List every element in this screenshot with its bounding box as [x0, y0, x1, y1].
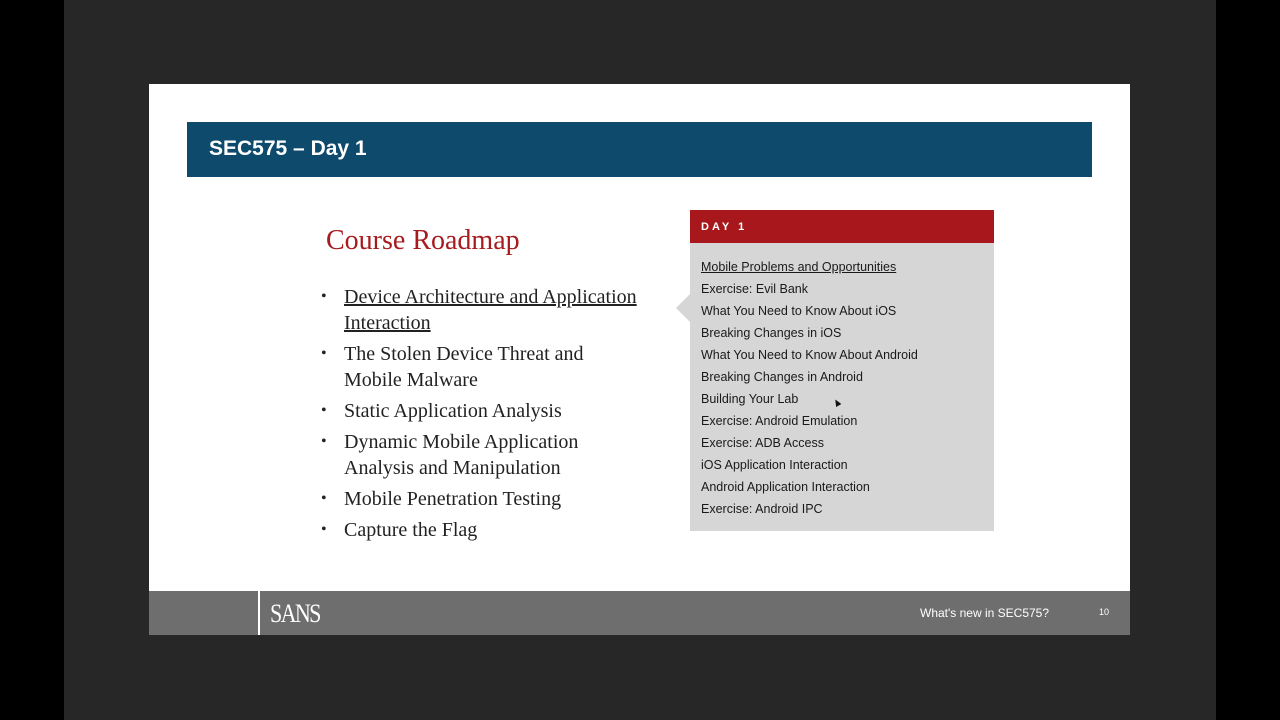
day-agenda-item: Exercise: Android Emulation [701, 414, 858, 428]
footer-divider [258, 591, 260, 635]
day-agenda-item: iOS Application Interaction [701, 458, 848, 472]
roadmap-heading: Course Roadmap [326, 225, 520, 256]
roadmap-item [319, 429, 639, 481]
bullet-icon: • [321, 521, 327, 538]
day-agenda-item: Breaking Changes in iOS [701, 326, 842, 340]
day-agenda-item: Mobile Problems and Opportunities [701, 260, 897, 274]
roadmap-item [319, 486, 639, 512]
title-bar [187, 122, 1092, 177]
day-panel [690, 210, 994, 531]
bullet-icon: • [321, 490, 327, 507]
day-panel-header [690, 210, 994, 243]
day-agenda-item: What You Need to Know About iOS [701, 304, 897, 318]
roadmap-item [319, 517, 639, 543]
roadmap-item-label: The Stolen Device Threat and Mobile Malware [344, 343, 584, 391]
day-agenda-item: Android Application Interaction [701, 480, 870, 494]
roadmap-list [319, 284, 639, 548]
roadmap-item [319, 341, 639, 393]
day-agenda-item: Exercise: Evil Bank [701, 282, 808, 296]
roadmap-item-label: Device Architecture and Application Interaction [344, 286, 637, 334]
page-number: 10 [1099, 607, 1110, 617]
bullet-icon: • [321, 402, 327, 419]
day-agenda-list [701, 256, 918, 520]
footer-title: What's new in SEC575? [920, 606, 1050, 620]
roadmap-item-label: Static Application Analysis [344, 400, 562, 422]
roadmap-item-label: Capture the Flag [344, 519, 478, 541]
day-agenda-item: What You Need to Know About Android [701, 348, 918, 362]
day-agenda-item: Building Your Lab [701, 392, 799, 406]
slide [149, 84, 1130, 635]
roadmap-item [319, 398, 639, 424]
slide-footer [149, 591, 1130, 635]
roadmap-item-label: Dynamic Mobile Application Analysis and Manipulation [344, 431, 579, 479]
roadmap-item-label: Mobile Penetration Testing [344, 488, 562, 510]
roadmap-item [319, 284, 639, 336]
day-agenda-item: Breaking Changes in Android [701, 370, 863, 384]
day-agenda-item: Exercise: Android IPC [701, 502, 823, 516]
slide-title: SEC575 – Day 1 [209, 137, 367, 160]
bullet-icon: • [321, 345, 327, 362]
bullet-icon: • [321, 433, 327, 450]
sans-logo: SANS [270, 599, 320, 628]
day-agenda-item: Exercise: ADB Access [701, 436, 824, 450]
bullet-icon: • [321, 288, 327, 305]
day-label: DAY 1 [701, 221, 748, 233]
